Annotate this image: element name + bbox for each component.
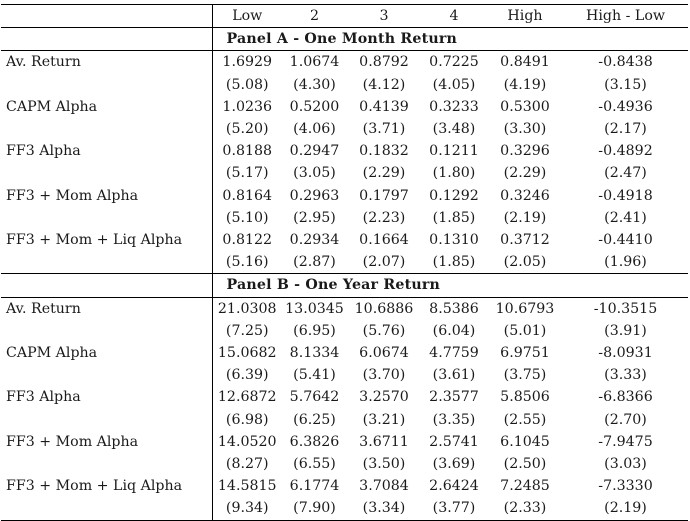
table-cell: (4.12) xyxy=(362,76,406,93)
table-cell: 6.1045 xyxy=(500,433,550,450)
row-label: CAPM Alpha xyxy=(6,98,98,115)
table-cell: (3.75) xyxy=(503,367,547,384)
table-cell: (1.80) xyxy=(432,165,476,182)
table-cell: (3.05) xyxy=(293,165,336,182)
table-row-estimate xyxy=(1,96,688,118)
table-cell: (2.50) xyxy=(503,456,547,473)
table-cell: 0.1310 xyxy=(429,232,479,249)
table-cell: -7.3330 xyxy=(598,478,653,495)
table-cell: (4.06) xyxy=(293,121,336,138)
table-cell: 0.2947 xyxy=(289,143,340,160)
table-cell: (2.70) xyxy=(604,411,647,428)
table-cell: -7.9475 xyxy=(598,433,653,450)
table-cell: (2.47) xyxy=(604,165,647,182)
table-cell: 0.8164 xyxy=(212,185,282,207)
table-cell: 1.0236 xyxy=(212,96,282,118)
table-cell: (2.29) xyxy=(362,165,406,182)
row-label xyxy=(1,453,212,475)
table-row-tstat xyxy=(1,162,688,184)
table-cell: 3.6711 xyxy=(359,433,409,450)
table-cell: 7.2485 xyxy=(500,478,550,495)
table-row-tstat xyxy=(1,364,688,386)
table-cell: (3.33) xyxy=(604,367,647,384)
column-header-3: 3 xyxy=(347,5,421,28)
table-cell: (3.61) xyxy=(432,367,476,384)
row-label xyxy=(1,74,212,96)
row-label xyxy=(1,251,212,274)
table-cell: 2.5741 xyxy=(429,433,479,450)
table-cell: (6.95) xyxy=(293,322,336,339)
table-row-tstat xyxy=(1,207,688,229)
table-row-estimate xyxy=(1,140,688,162)
table-cell: (5.16) xyxy=(212,251,282,274)
row-label: Av. Return xyxy=(6,54,81,71)
table-cell: 0.7225 xyxy=(429,54,479,71)
table-row-estimate xyxy=(1,51,688,74)
table-row-estimate xyxy=(1,431,688,453)
table-cell: 0.4139 xyxy=(359,98,409,115)
table-cell: 3.2570 xyxy=(359,389,409,406)
table-cell: (2.07) xyxy=(362,254,406,271)
table-cell: -0.4410 xyxy=(598,232,653,249)
table-cell: 6.3826 xyxy=(289,433,340,450)
table-cell: 0.1292 xyxy=(429,187,479,204)
table-cell: (5.76) xyxy=(362,322,406,339)
table-cell: (1.85) xyxy=(432,254,476,271)
row-label: FF3 Alpha xyxy=(6,143,81,160)
table-cell: (2.87) xyxy=(293,254,336,271)
table-cell: 0.1797 xyxy=(359,187,409,204)
table-row-estimate xyxy=(1,475,688,497)
panel-b-header-row xyxy=(1,274,688,297)
table-cell: 14.0520 xyxy=(212,431,282,453)
row-label xyxy=(1,207,212,229)
row-label xyxy=(1,162,212,184)
table-cell: -0.4918 xyxy=(598,187,653,204)
table-cell: (5.08) xyxy=(212,74,282,96)
table-cell: 0.3296 xyxy=(500,143,550,160)
table-cell: (3.70) xyxy=(362,367,406,384)
table-cell: 2.3577 xyxy=(429,389,479,406)
table-cell: 0.2963 xyxy=(289,187,340,204)
row-label xyxy=(1,497,212,520)
table-cell: (3.03) xyxy=(604,456,647,473)
table-cell: (2.23) xyxy=(362,209,406,226)
row-label: CAPM Alpha xyxy=(6,345,98,362)
table-cell: (5.20) xyxy=(212,118,282,140)
table-cell: (4.19) xyxy=(503,76,547,93)
table-cell: (6.25) xyxy=(293,411,336,428)
table-cell: 0.5300 xyxy=(500,98,550,115)
table-cell: 6.9751 xyxy=(500,345,550,362)
table-cell: 0.1832 xyxy=(359,143,409,160)
table-cell: (3.71) xyxy=(362,121,406,138)
table-cell: (7.90) xyxy=(282,497,347,520)
table-cell: 0.3246 xyxy=(500,187,550,204)
table-cell: (9.34) xyxy=(212,497,282,520)
table-cell: (2.55) xyxy=(503,411,547,428)
table-cell: 4.7759 xyxy=(429,345,479,362)
table-cell: (5.17) xyxy=(212,162,282,184)
table-row-estimate xyxy=(1,229,688,251)
table-row-estimate xyxy=(1,342,688,364)
table-cell: (3.35) xyxy=(432,411,476,428)
row-label xyxy=(1,320,212,342)
panel-header-spacer xyxy=(1,274,212,297)
table-cell: 1.0674 xyxy=(289,54,340,71)
column-header-2: 2 xyxy=(282,5,347,28)
table-cell: 6.1774 xyxy=(289,478,340,495)
panel-b-title: Panel B - One Year Return xyxy=(212,274,688,297)
column-header-row xyxy=(1,5,688,28)
table-row-estimate xyxy=(1,297,688,320)
table-cell: (5.01) xyxy=(503,322,547,339)
column-header-high: High xyxy=(487,5,563,28)
table-cell: 12.6872 xyxy=(212,386,282,408)
table-cell: (5.10) xyxy=(212,207,282,229)
table-cell: 5.8506 xyxy=(500,389,550,406)
table-cell: (8.27) xyxy=(212,453,282,475)
row-label: FF3 + Mom Alpha xyxy=(6,187,139,204)
table-cell: (2.95) xyxy=(293,209,336,226)
table-cell: -10.3515 xyxy=(593,300,658,317)
table-cell: (3.34) xyxy=(347,497,421,520)
table-row-tstat xyxy=(1,251,688,274)
table-row-tstat xyxy=(1,453,688,475)
row-label: FF3 + Mom + Liq Alpha xyxy=(6,478,183,495)
results-table-container xyxy=(1,4,688,521)
table-cell: (1.96) xyxy=(604,254,647,271)
table-cell: 0.8122 xyxy=(212,229,282,251)
table-cell: (3.69) xyxy=(432,456,476,473)
table-cell: 10.6886 xyxy=(354,300,414,317)
table-cell: 14.5815 xyxy=(212,475,282,497)
table-cell: (2.19) xyxy=(503,209,547,226)
row-label xyxy=(1,118,212,140)
table-row-tstat xyxy=(1,74,688,96)
table-cell: (2.05) xyxy=(503,254,547,271)
table-cell: 0.3712 xyxy=(500,232,550,249)
table-cell: 0.8188 xyxy=(212,140,282,162)
table-cell: (2.19) xyxy=(563,497,688,520)
table-cell: 3.7084 xyxy=(359,478,409,495)
table-cell: (6.98) xyxy=(212,409,282,431)
row-label xyxy=(1,364,212,386)
table-cell: (2.29) xyxy=(503,165,547,182)
table-row-tstat xyxy=(1,409,688,431)
table-cell: 2.6424 xyxy=(429,478,479,495)
table-cell: 0.8491 xyxy=(500,54,550,71)
table-cell: (3.91) xyxy=(604,322,647,339)
table-cell: (1.85) xyxy=(432,209,476,226)
table-cell: (3.48) xyxy=(432,121,476,138)
table-cell: (6.55) xyxy=(293,456,336,473)
panel-a-header-row xyxy=(1,28,688,51)
column-header-empty xyxy=(1,5,212,28)
table-cell: 10.6793 xyxy=(495,300,555,317)
table-cell: 0.8792 xyxy=(359,54,409,71)
table-cell: -8.0931 xyxy=(598,345,653,362)
table-cell: 21.0308 xyxy=(212,297,282,320)
table-cell: (3.77) xyxy=(421,497,487,520)
table-cell: (4.30) xyxy=(293,76,336,93)
table-cell: (2.17) xyxy=(604,121,647,138)
table-row-tstat xyxy=(1,497,688,520)
table-cell: 6.0674 xyxy=(359,345,409,362)
table-cell: -0.4936 xyxy=(598,98,653,115)
table-cell: -0.8438 xyxy=(598,54,653,71)
table-cell: (3.50) xyxy=(362,456,406,473)
row-label: FF3 + Mom Alpha xyxy=(6,433,139,450)
table-cell: 15.0682 xyxy=(212,342,282,364)
table-cell: (3.30) xyxy=(503,121,547,138)
table-cell: (7.25) xyxy=(212,320,282,342)
table-cell: 1.6929 xyxy=(212,51,282,74)
table-cell: (3.15) xyxy=(604,76,647,93)
table-cell: 13.0345 xyxy=(285,300,344,317)
results-table xyxy=(1,4,688,521)
table-row-tstat xyxy=(1,320,688,342)
table-cell: 0.3233 xyxy=(429,98,479,115)
table-row-estimate xyxy=(1,185,688,207)
table-cell: (5.41) xyxy=(293,367,336,384)
panel-a-title: Panel A - One Month Return xyxy=(212,28,688,51)
row-label: FF3 Alpha xyxy=(6,389,81,406)
row-label: Av. Return xyxy=(6,300,81,317)
table-cell: -6.8366 xyxy=(598,389,653,406)
table-row-tstat xyxy=(1,118,688,140)
table-cell: 0.2934 xyxy=(289,232,340,249)
table-cell: (6.04) xyxy=(432,322,476,339)
table-cell: (6.39) xyxy=(212,364,282,386)
table-cell: 0.5200 xyxy=(289,98,340,115)
table-cell: 5.7642 xyxy=(289,389,340,406)
panel-header-spacer xyxy=(1,28,212,51)
table-cell: 0.1664 xyxy=(359,232,409,249)
row-label xyxy=(1,409,212,431)
column-header-4: 4 xyxy=(421,5,487,28)
table-cell: (2.33) xyxy=(487,497,563,520)
table-cell: -0.4892 xyxy=(598,143,653,160)
table-cell: (2.41) xyxy=(604,209,647,226)
column-header-high-minus-low: High - Low xyxy=(563,5,688,28)
table-cell: 0.1211 xyxy=(429,143,479,160)
table-cell: (3.21) xyxy=(362,411,406,428)
column-header-low: Low xyxy=(212,5,282,28)
table-cell: (4.05) xyxy=(432,76,476,93)
table-body xyxy=(1,28,688,520)
table-cell: 8.1334 xyxy=(289,345,340,362)
table-row-estimate xyxy=(1,386,688,408)
table-cell: 8.5386 xyxy=(429,300,479,317)
row-label: FF3 + Mom + Liq Alpha xyxy=(6,232,183,249)
